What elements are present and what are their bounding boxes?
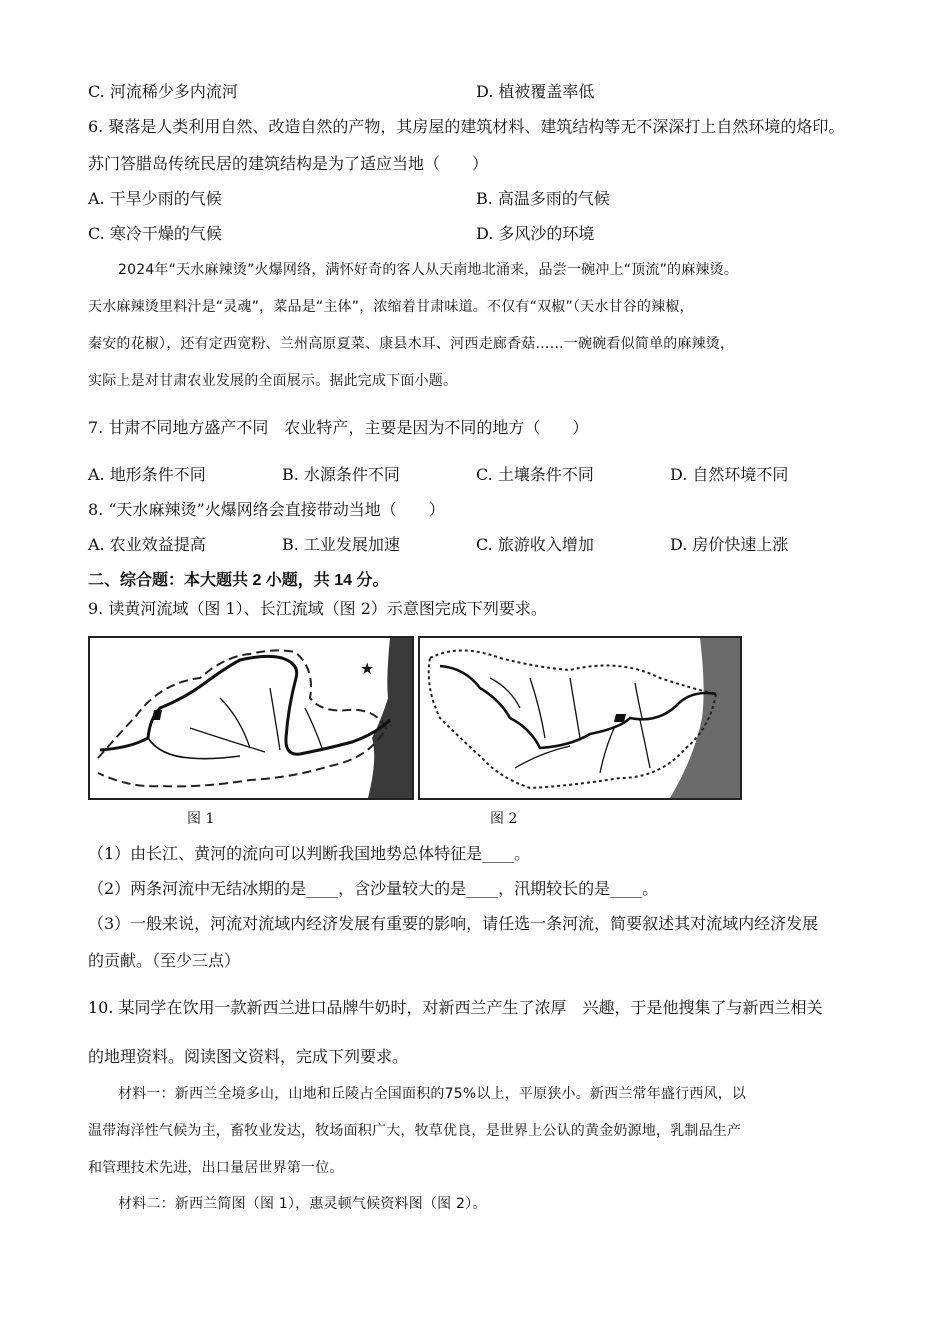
yangtze-river-map-svg	[420, 638, 740, 798]
q9-part3-line2: 的贡献。（至少三点）	[88, 951, 241, 970]
q7-stem: 7. 甘肃不同地方盛产不同 农业特产，主要是因为不同的地方（ ）	[88, 418, 589, 437]
sea-area	[368, 638, 412, 798]
figure1-caption: 图 1	[187, 811, 215, 827]
star-marker: ★	[360, 659, 375, 678]
sea-area	[670, 638, 740, 798]
basin-boundary	[98, 650, 386, 786]
q5-option-c: C. 河流稀少多内流河	[88, 82, 238, 101]
passage-line3: 秦安的花椒），还有定西宽粉、兰州高原夏菜、康县木耳、河西走廊香菇……一碗碗看似简单的麻辣烫，	[88, 336, 735, 352]
q6-stem-line1: 6. 聚落是人类利用自然、改造自然的产物，其房屋的建筑材料、建筑结构等无不深深打上自然环境的烙印。	[88, 117, 845, 136]
q7-option-a: A. 地形条件不同	[88, 465, 206, 484]
material2-line: 材料二：新西兰简图（图 1），惠灵顿气候资料图（图 2）。	[118, 1196, 487, 1212]
q5-option-d: D. 植被覆盖率低	[476, 82, 595, 101]
yangtze-river-basin-map	[418, 636, 742, 800]
q10-stem-line2: 的地理资料。阅读图文资料，完成下列要求。	[88, 1047, 409, 1066]
tributary-2	[530, 678, 545, 738]
q8-option-b: B. 工业发展加速	[282, 535, 400, 554]
q8-option-d: D. 房价快速上涨	[670, 535, 789, 554]
tributary-3	[270, 688, 280, 750]
tributary-3	[570, 678, 580, 738]
section2-heading: 二、综合题：本大题共 2 小题，共 14 分。	[88, 572, 389, 589]
passage-line4: 实际上是对甘肃农业发展的全面展示。据此完成下面小题。	[88, 373, 458, 389]
figure2-caption: 图 2	[490, 811, 518, 827]
q6-option-d: D. 多风沙的环境	[476, 224, 595, 243]
tributary-7	[635, 683, 642, 718]
q6-stem-line2: 苏门答腊岛传统民居的建筑结构是为了适应当地（ ）	[88, 154, 489, 173]
q7-option-c: C. 土壤条件不同	[476, 465, 594, 484]
tributary-1	[490, 678, 520, 708]
q7-option-d: D. 自然环境不同	[670, 465, 789, 484]
passage-line2: 天水麻辣烫里料汁是“灵魂”，菜品是“主体”，浓缩着甘肃味道。不仅有“双椒”（天水甘谷的辣椒，	[88, 299, 694, 315]
passage-line1: 2024年“天水麻辣烫”火爆网络，满怀好奇的客人从天南地北涌来，品尝一碗冲上“顶流”的麻辣烫。	[118, 262, 739, 278]
material1-line2: 温带海洋性气候为主，畜牧业发达，牧场面积广大，牧草优良，是世界上公认的黄金奶源地，乳制品生产	[88, 1123, 742, 1139]
material1-line3: 和管理技术先进，出口量居世界第一位。	[88, 1160, 344, 1176]
tributary-4	[190, 728, 265, 752]
q9-part3-line1: （3）一般来说，河流对流域内经济发展有重要的影响，请任选一条河流，简要叙述其对流域内经济发展	[88, 914, 819, 933]
tributary-2	[220, 698, 250, 748]
basin-boundary	[429, 651, 716, 789]
q9-part1: （1）由长江、黄河的流向可以判断我国地势总体特征是____。	[88, 844, 531, 863]
tributary-5	[600, 726, 615, 773]
q9-stem: 9. 读黄河流域（图 1）、长江流域（图 2）示意图完成下列要求。	[88, 599, 547, 618]
q8-option-c: C. 旅游收入增加	[476, 535, 594, 554]
q8-option-a: A. 农业效益提高	[88, 535, 206, 554]
yellow-river-basin-map	[88, 636, 414, 800]
yellow-river-map-svg	[90, 638, 412, 798]
q9-part2: （2）两条河流中无结冰期的是____，含沙量较大的是____，汛期较长的是____。	[88, 879, 659, 898]
tributary-5	[305, 708, 322, 748]
main-river	[440, 666, 716, 748]
tributary-6	[640, 720, 650, 768]
tributary-4	[515, 746, 570, 768]
material1-line1: 材料一：新西兰全境多山，山地和丘陵占全国面积的75%以上，平原狭小。新西兰常年盛行西风，以	[118, 1086, 747, 1102]
q7-option-b: B. 水源条件不同	[282, 465, 400, 484]
q6-option-a: A. 干旱少雨的气候	[88, 189, 222, 208]
q8-stem: 8. “天水麻辣烫”火爆网络会直接带动当地（ ）	[88, 500, 445, 519]
q6-option-b: B. 高温多雨的气候	[476, 189, 610, 208]
lake-marker	[152, 710, 162, 720]
main-river	[100, 656, 390, 754]
lake-marker	[614, 714, 626, 722]
q10-stem-line1: 10. 某同学在饮用一款新西兰进口品牌牛奶时，对新西兰产生了浓厚 兴趣，于是他搜集了与新西兰相关	[88, 998, 823, 1017]
tributary-1	[148, 738, 240, 759]
q6-option-c: C. 寒冷干燥的气候	[88, 224, 222, 243]
